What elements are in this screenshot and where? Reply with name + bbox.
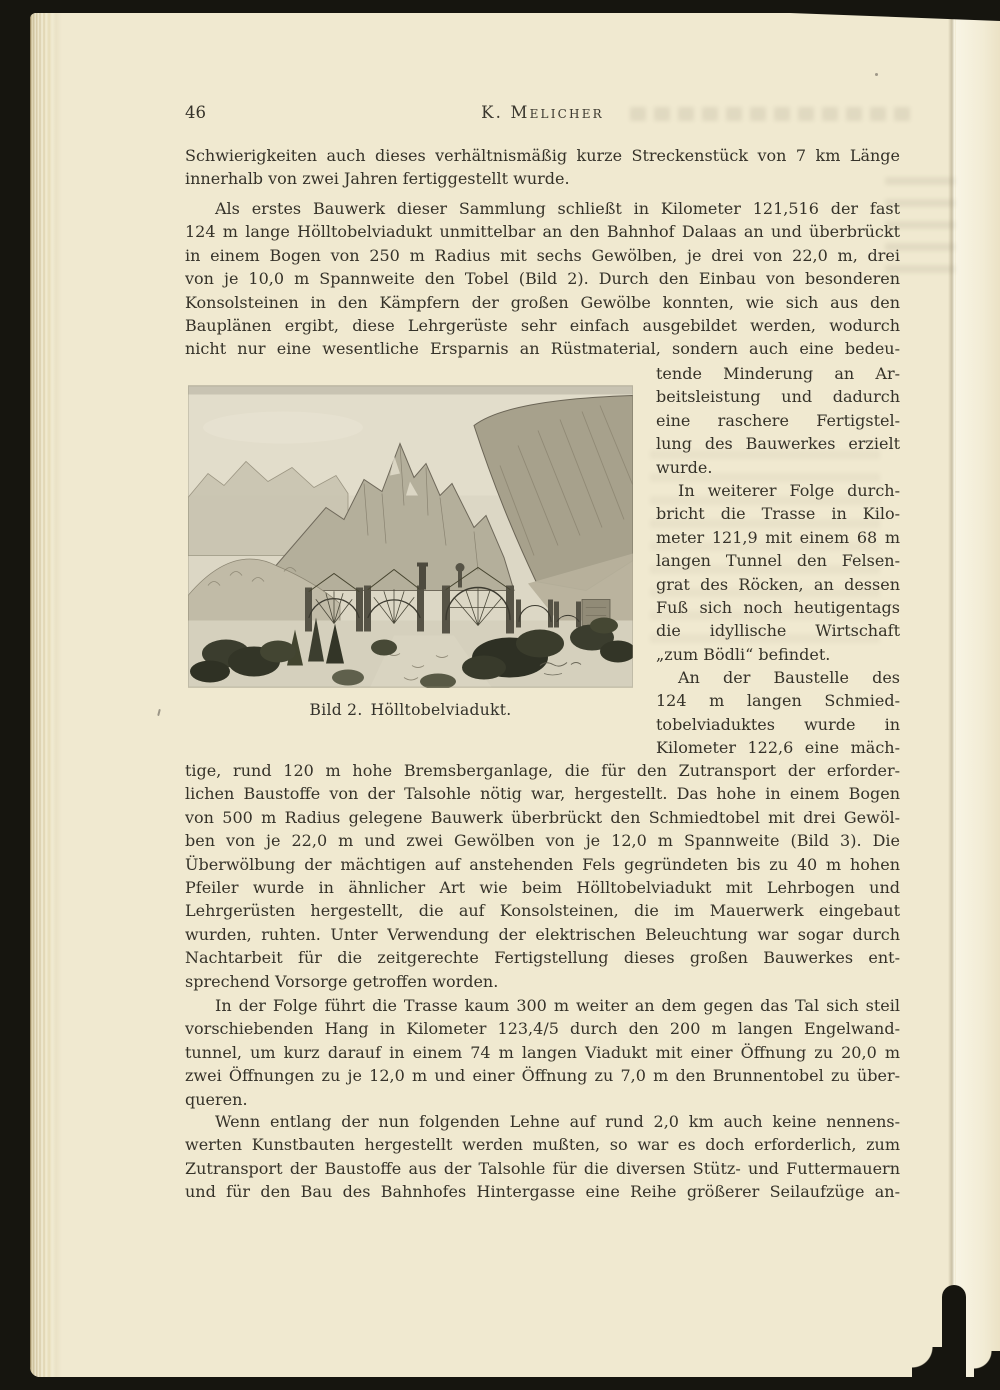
paper-speck xyxy=(875,73,878,76)
text-line: sprechend Vorsorge getroffen worden. xyxy=(185,971,499,991)
paper-speck xyxy=(157,709,161,716)
text-line: innerhalb von zwei Jahren fertiggestellt wurde. xyxy=(185,169,570,189)
figure-etching xyxy=(188,385,633,688)
text-line: lichen Baustoffe von der Talsohle nötig war, hergestellt. Das hohe in einem Bogen xyxy=(185,784,900,804)
running-title: K. Melicher xyxy=(481,103,604,122)
book-page xyxy=(30,13,1000,1377)
viaduct-etching xyxy=(188,385,633,688)
text-line: In weiterer Folge durch- xyxy=(678,480,900,500)
paragraph xyxy=(185,1110,900,1204)
text-line: Nachtarbeit für die zeitgerechte Fertigstellung dieses großen Bauwerkes ent- xyxy=(185,948,900,968)
text-line: tende Minderung an Ar- xyxy=(656,364,900,383)
text-line: meter 121,9 mit einem 68 m xyxy=(656,527,900,547)
text-line: vorschiebenden Hang in Kilometer 123,4/5 durch den 200 m langen Engelwand- xyxy=(185,1019,900,1039)
text-line: In der Folge führt die Trasse kaum 300 m weiter an dem gegen das Tal sich steil xyxy=(215,996,900,1015)
text-line: 124 m langen Schmied- xyxy=(656,691,900,711)
page-edge-stack xyxy=(30,13,66,1377)
text-line: nicht nur eine wesentliche Ersparnis an Rüstmaterial, sondern auch eine bedeu- xyxy=(185,339,900,359)
paragraph xyxy=(185,994,900,1111)
text-line: tige, rund 120 m hohe Bremsberganlage, die für den Zutransport der erforder- xyxy=(185,761,900,780)
text-line: Kilometer 122,6 eine mäch- xyxy=(656,738,900,758)
paragraph xyxy=(185,197,900,361)
paragraph xyxy=(185,144,900,191)
text-line: eine raschere Fertigstel- xyxy=(656,410,900,430)
text-line: An der Baustelle des xyxy=(678,668,900,688)
text-line: wurde. xyxy=(656,457,713,477)
text-line: langen Tunnel den Felsen- xyxy=(656,551,900,571)
text-line: von je 10,0 m Spannweite den Tobel (Bild 2). Durch den Einbau von besonderen xyxy=(185,269,900,289)
text-line: 124 m lange Hölltobelviadukt unmittelbar an den Bahnhof Dalaas an und überbrückt xyxy=(185,222,900,242)
text-line: Lehrgerüsten hergestellt, die auf Konsolsteinen, die im Mauerwerk eingebaut xyxy=(185,901,900,921)
paragraph-column xyxy=(656,362,900,760)
text-line: in einem Bogen von 250 m Radius mit sechs Gewölben, je drei von 22,0 m, drei xyxy=(185,245,900,265)
page-corner-round-left xyxy=(912,1347,942,1377)
text-line: und für den Bau des Bahnhofes Hintergasse eine Reihe größerer Seilaufzüge an- xyxy=(185,1182,900,1202)
text-line: von 500 m Radius gelegene Bauwerk überbrückt den Schmiedtobel mit drei Gewöl- xyxy=(185,807,900,827)
text-line: Überwölbung der mächtigen auf anstehenden Fels gegründeten bis zu 40 m hohen xyxy=(185,854,900,874)
page-corner-shadow-top xyxy=(790,13,1000,21)
page-crease xyxy=(948,13,956,1377)
text-line: Zutransport der Baustoffe aus der Talsohle für die diversen Stütz- und Futtermauern xyxy=(185,1158,900,1178)
text-line: lung des Bauwerkes erzielt xyxy=(656,434,900,454)
text-line: Pfeiler wurde in ähnlicher Art wie beim Hölltobelviadukt mit Lehrbogen und xyxy=(185,877,900,897)
text-line: „zum Bödli“ befindet. xyxy=(656,644,831,664)
text-line: tobelviaduktes wurde in xyxy=(656,714,900,734)
figure-caption: Bild 2. Hölltobelviadukt. xyxy=(309,701,512,719)
text-line: grat des Röcken, an dessen xyxy=(656,574,900,594)
page-gap-shadow xyxy=(942,1285,966,1377)
text-line: werten Kunstbauten hergestellt werden mußten, so war es doch erforderlich, zum xyxy=(185,1135,900,1155)
text-line: Wenn entlang der nun folgenden Lehne auf rund 2,0 km auch keine nennens- xyxy=(215,1112,900,1131)
text-line: Konsolsteinen in den Kämpfern der großen Gewölbe konnten, wie sich aus den xyxy=(185,292,900,312)
page-gutter xyxy=(956,13,1000,1377)
page-number: 46 xyxy=(185,103,206,122)
text-line: zwei Öffnungen zu je 12,0 m und einer Öffnung zu 7,0 m den Brunnentobel zu über- xyxy=(185,1066,900,1086)
text-line: queren. xyxy=(185,1089,248,1109)
text-line: die idyllische Wirtschaft xyxy=(656,621,900,641)
text-line: Bauplänen ergibt, diese Lehrgerüste sehr einfach ausgebildet werden, wodurch xyxy=(185,315,900,335)
text-line: tunnel, um kurz darauf in einem 74 m langen Viadukt mit einer Öffnung zu 20,0 m xyxy=(185,1042,900,1062)
text-line: Fuß sich noch heutigentags xyxy=(656,597,900,617)
page-corner-round-right xyxy=(974,1351,1000,1377)
text-line: wurden, ruhten. Unter Verwendung der elektrischen Beleuchtung war sogar durch xyxy=(185,924,900,944)
text-line: ben von je 22,0 m und zwei Gewölben von je 12,0 m Spannweite (Bild 3). Die xyxy=(185,831,900,851)
text-line: Als erstes Bauwerk dieser Sammlung schließt in Kilometer 121,516 der fast xyxy=(215,199,900,218)
text-line: beitsleistung und dadurch xyxy=(656,387,900,407)
paragraph xyxy=(185,759,900,993)
text-line: Schwierigkeiten auch dieses verhältnismäßig kurze Streckenstück von 7 km Länge xyxy=(185,146,900,165)
text-line: bricht die Trasse in Kilo- xyxy=(656,504,900,524)
